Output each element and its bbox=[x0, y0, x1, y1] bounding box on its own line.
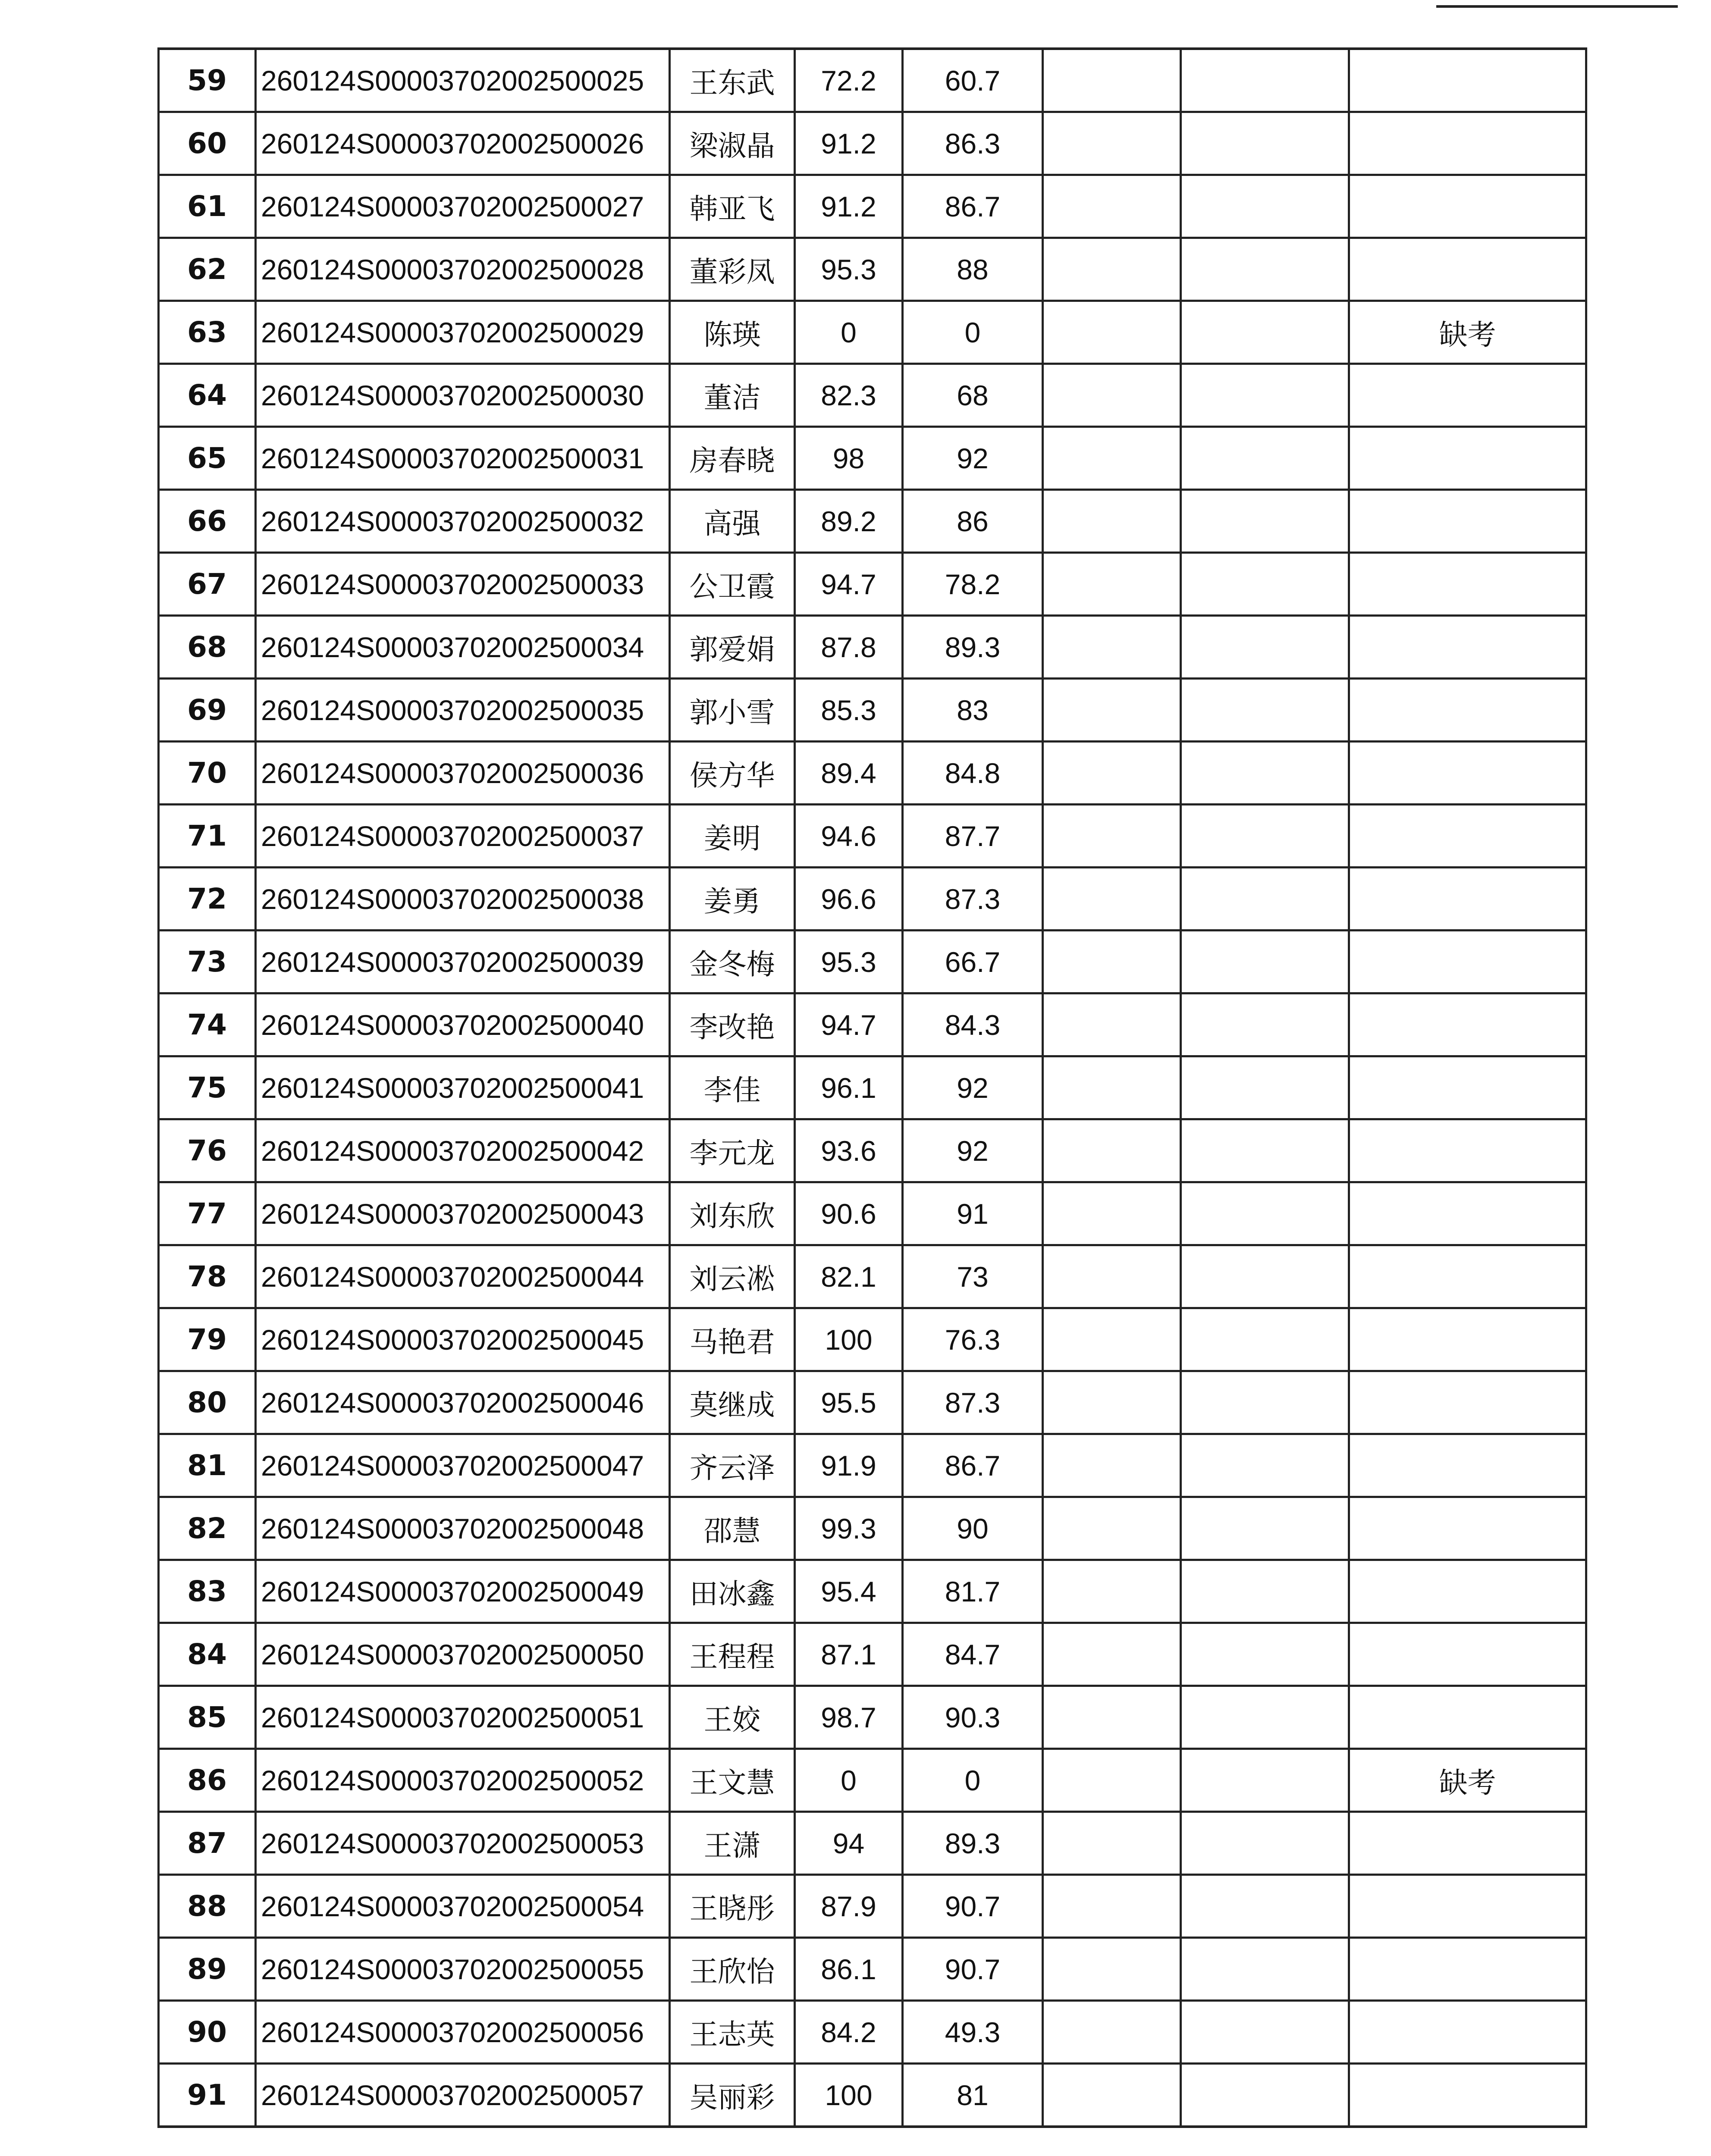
score-2: 92 bbox=[903, 1119, 1043, 1182]
candidate-name: 李改艳 bbox=[670, 993, 795, 1056]
score-1: 91.9 bbox=[795, 1434, 903, 1497]
table-row bbox=[159, 490, 1586, 553]
score-2: 68 bbox=[903, 364, 1043, 427]
candidate-id: 260124S00003702002500056 bbox=[256, 2001, 670, 2064]
remark bbox=[1349, 553, 1586, 616]
candidate-id: 260124S00003702002500025 bbox=[256, 49, 670, 112]
score-1: 95.3 bbox=[795, 931, 903, 993]
empty-cell bbox=[1181, 616, 1349, 679]
score-2: 92 bbox=[903, 1056, 1043, 1119]
empty-cell bbox=[1043, 1056, 1181, 1119]
row-number: 90 bbox=[159, 2001, 256, 2064]
score-2: 81 bbox=[903, 2064, 1043, 2127]
remark bbox=[1349, 175, 1586, 238]
score-2: 66.7 bbox=[903, 931, 1043, 993]
empty-cell bbox=[1181, 1371, 1349, 1434]
score-1: 96.6 bbox=[795, 868, 903, 931]
candidate-id: 260124S00003702002500026 bbox=[256, 112, 670, 175]
score-2: 90.7 bbox=[903, 1938, 1043, 2001]
empty-cell bbox=[1181, 1056, 1349, 1119]
remark bbox=[1349, 993, 1586, 1056]
empty-cell bbox=[1043, 427, 1181, 490]
candidate-name: 王文慧 bbox=[670, 1749, 795, 1812]
empty-cell bbox=[1043, 112, 1181, 175]
score-1: 99.3 bbox=[795, 1497, 903, 1560]
remark bbox=[1349, 490, 1586, 553]
row-number: 74 bbox=[159, 993, 256, 1056]
candidate-name: 王潇 bbox=[670, 1812, 795, 1875]
candidate-id: 260124S00003702002500030 bbox=[256, 364, 670, 427]
empty-cell bbox=[1181, 1119, 1349, 1182]
candidate-id: 260124S00003702002500037 bbox=[256, 805, 670, 868]
empty-cell bbox=[1181, 1686, 1349, 1749]
remark bbox=[1349, 1686, 1586, 1749]
empty-cell bbox=[1043, 1560, 1181, 1623]
empty-cell bbox=[1181, 1182, 1349, 1245]
empty-cell bbox=[1181, 364, 1349, 427]
row-number: 75 bbox=[159, 1056, 256, 1119]
candidate-id: 260124S00003702002500044 bbox=[256, 1245, 670, 1308]
score-1: 89.2 bbox=[795, 490, 903, 553]
table-row bbox=[159, 2064, 1586, 2127]
score-1: 98 bbox=[795, 427, 903, 490]
candidate-name: 陈瑛 bbox=[670, 301, 795, 364]
candidate-id: 260124S00003702002500057 bbox=[256, 2064, 670, 2127]
table-row bbox=[159, 1056, 1586, 1119]
score-2: 88 bbox=[903, 238, 1043, 301]
empty-cell bbox=[1043, 679, 1181, 742]
table-row bbox=[159, 1182, 1586, 1245]
score-1: 94 bbox=[795, 1812, 903, 1875]
table-row bbox=[159, 301, 1586, 364]
score-1: 0 bbox=[795, 301, 903, 364]
empty-cell bbox=[1181, 2064, 1349, 2127]
empty-cell bbox=[1181, 1497, 1349, 1560]
remark bbox=[1349, 1560, 1586, 1623]
table-row bbox=[159, 616, 1586, 679]
score-2: 91 bbox=[903, 1182, 1043, 1245]
table-row bbox=[159, 238, 1586, 301]
empty-cell bbox=[1043, 1812, 1181, 1875]
table-row bbox=[159, 1875, 1586, 1938]
table-row bbox=[159, 679, 1586, 742]
candidate-name: 莫继成 bbox=[670, 1371, 795, 1434]
candidate-name: 姜勇 bbox=[670, 868, 795, 931]
score-2: 83 bbox=[903, 679, 1043, 742]
candidate-name: 邵慧 bbox=[670, 1497, 795, 1560]
row-number: 70 bbox=[159, 742, 256, 805]
empty-cell bbox=[1043, 805, 1181, 868]
row-number: 85 bbox=[159, 1686, 256, 1749]
score-1: 82.1 bbox=[795, 1245, 903, 1308]
score-2: 90.3 bbox=[903, 1686, 1043, 1749]
score-1: 87.1 bbox=[795, 1623, 903, 1686]
table-row bbox=[159, 1938, 1586, 2001]
row-number: 87 bbox=[159, 1812, 256, 1875]
score-2: 78.2 bbox=[903, 553, 1043, 616]
candidate-name: 高强 bbox=[670, 490, 795, 553]
remark bbox=[1349, 1308, 1586, 1371]
score-1: 94.7 bbox=[795, 553, 903, 616]
score-2: 49.3 bbox=[903, 2001, 1043, 2064]
score-2: 89.3 bbox=[903, 1812, 1043, 1875]
score-2: 84.8 bbox=[903, 742, 1043, 805]
candidate-id: 260124S00003702002500039 bbox=[256, 931, 670, 993]
score-2: 87.3 bbox=[903, 868, 1043, 931]
remark bbox=[1349, 805, 1586, 868]
remark bbox=[1349, 1119, 1586, 1182]
candidate-id: 260124S00003702002500046 bbox=[256, 1371, 670, 1434]
score-2: 73 bbox=[903, 1245, 1043, 1308]
candidate-name: 董彩凤 bbox=[670, 238, 795, 301]
row-number: 72 bbox=[159, 868, 256, 931]
empty-cell bbox=[1043, 49, 1181, 112]
candidate-name: 王姣 bbox=[670, 1686, 795, 1749]
candidate-id: 260124S00003702002500050 bbox=[256, 1623, 670, 1686]
empty-cell bbox=[1181, 1812, 1349, 1875]
candidate-name: 王程程 bbox=[670, 1623, 795, 1686]
empty-cell bbox=[1043, 1749, 1181, 1812]
table-row bbox=[159, 931, 1586, 993]
empty-cell bbox=[1181, 742, 1349, 805]
empty-cell bbox=[1043, 1686, 1181, 1749]
row-number: 89 bbox=[159, 1938, 256, 2001]
remark bbox=[1349, 1434, 1586, 1497]
score-1: 95.5 bbox=[795, 1371, 903, 1434]
candidate-name: 王东武 bbox=[670, 49, 795, 112]
table-row bbox=[159, 1623, 1586, 1686]
score-2: 84.3 bbox=[903, 993, 1043, 1056]
candidate-id: 260124S00003702002500042 bbox=[256, 1119, 670, 1182]
candidate-name: 王志英 bbox=[670, 2001, 795, 2064]
empty-cell bbox=[1043, 2001, 1181, 2064]
table-row bbox=[159, 1749, 1586, 1812]
empty-cell bbox=[1043, 1245, 1181, 1308]
row-number: 63 bbox=[159, 301, 256, 364]
empty-cell bbox=[1043, 1308, 1181, 1371]
score-2: 86 bbox=[903, 490, 1043, 553]
candidate-name: 郭小雪 bbox=[670, 679, 795, 742]
row-number: 88 bbox=[159, 1875, 256, 1938]
candidate-id: 260124S00003702002500029 bbox=[256, 301, 670, 364]
remark bbox=[1349, 238, 1586, 301]
empty-cell bbox=[1181, 1560, 1349, 1623]
empty-cell bbox=[1043, 1623, 1181, 1686]
candidate-name: 郭爱娟 bbox=[670, 616, 795, 679]
empty-cell bbox=[1181, 49, 1349, 112]
remark bbox=[1349, 1371, 1586, 1434]
score-2: 81.7 bbox=[903, 1560, 1043, 1623]
row-number: 59 bbox=[159, 49, 256, 112]
score-2: 90.7 bbox=[903, 1875, 1043, 1938]
candidate-id: 260124S00003702002500043 bbox=[256, 1182, 670, 1245]
table-row bbox=[159, 1245, 1586, 1308]
empty-cell bbox=[1181, 1875, 1349, 1938]
table-row bbox=[159, 1812, 1586, 1875]
score-1: 84.2 bbox=[795, 2001, 903, 2064]
remark bbox=[1349, 1812, 1586, 1875]
score-1: 91.2 bbox=[795, 175, 903, 238]
remark bbox=[1349, 931, 1586, 993]
remark bbox=[1349, 2064, 1586, 2127]
row-number: 68 bbox=[159, 616, 256, 679]
score-1: 90.6 bbox=[795, 1182, 903, 1245]
empty-cell bbox=[1043, 553, 1181, 616]
score-1: 89.4 bbox=[795, 742, 903, 805]
candidate-id: 260124S00003702002500047 bbox=[256, 1434, 670, 1497]
row-number: 79 bbox=[159, 1308, 256, 1371]
scan-edge-line bbox=[1436, 5, 1678, 8]
score-2: 0 bbox=[903, 1749, 1043, 1812]
empty-cell bbox=[1181, 679, 1349, 742]
score-1: 95.3 bbox=[795, 238, 903, 301]
row-number: 84 bbox=[159, 1623, 256, 1686]
candidate-name: 齐云泽 bbox=[670, 1434, 795, 1497]
table-row bbox=[159, 1308, 1586, 1371]
empty-cell bbox=[1181, 427, 1349, 490]
table-row bbox=[159, 742, 1586, 805]
table-row bbox=[159, 1686, 1586, 1749]
candidate-name: 公卫霞 bbox=[670, 553, 795, 616]
score-1: 86.1 bbox=[795, 1938, 903, 2001]
remark: 缺考 bbox=[1349, 301, 1586, 364]
empty-cell bbox=[1181, 1623, 1349, 1686]
empty-cell bbox=[1043, 1875, 1181, 1938]
candidate-id: 260124S00003702002500054 bbox=[256, 1875, 670, 1938]
empty-cell bbox=[1181, 1434, 1349, 1497]
table-row bbox=[159, 1371, 1586, 1434]
empty-cell bbox=[1043, 616, 1181, 679]
candidate-id: 260124S00003702002500027 bbox=[256, 175, 670, 238]
empty-cell bbox=[1043, 1497, 1181, 1560]
empty-cell bbox=[1181, 868, 1349, 931]
score-2: 92 bbox=[903, 427, 1043, 490]
empty-cell bbox=[1043, 931, 1181, 993]
table-row bbox=[159, 175, 1586, 238]
remark bbox=[1349, 112, 1586, 175]
candidate-id: 260124S00003702002500051 bbox=[256, 1686, 670, 1749]
score-1: 91.2 bbox=[795, 112, 903, 175]
score-2: 86.7 bbox=[903, 1434, 1043, 1497]
remark bbox=[1349, 616, 1586, 679]
remark: 缺考 bbox=[1349, 1749, 1586, 1812]
score-1: 72.2 bbox=[795, 49, 903, 112]
row-number: 66 bbox=[159, 490, 256, 553]
row-number: 60 bbox=[159, 112, 256, 175]
candidate-id: 260124S00003702002500035 bbox=[256, 679, 670, 742]
score-2: 60.7 bbox=[903, 49, 1043, 112]
candidate-name: 姜明 bbox=[670, 805, 795, 868]
candidate-name: 吴丽彩 bbox=[670, 2064, 795, 2127]
row-number: 64 bbox=[159, 364, 256, 427]
empty-cell bbox=[1043, 364, 1181, 427]
remark bbox=[1349, 2001, 1586, 2064]
remark bbox=[1349, 1182, 1586, 1245]
row-number: 76 bbox=[159, 1119, 256, 1182]
table-row bbox=[159, 427, 1586, 490]
candidate-id: 260124S00003702002500053 bbox=[256, 1812, 670, 1875]
row-number: 78 bbox=[159, 1245, 256, 1308]
row-number: 80 bbox=[159, 1371, 256, 1434]
candidate-name: 王晓彤 bbox=[670, 1875, 795, 1938]
score-1: 85.3 bbox=[795, 679, 903, 742]
remark bbox=[1349, 1938, 1586, 2001]
score-1: 94.7 bbox=[795, 993, 903, 1056]
candidate-id: 260124S00003702002500048 bbox=[256, 1497, 670, 1560]
remark bbox=[1349, 1875, 1586, 1938]
empty-cell bbox=[1043, 175, 1181, 238]
empty-cell bbox=[1043, 301, 1181, 364]
table-row bbox=[159, 1560, 1586, 1623]
empty-cell bbox=[1181, 805, 1349, 868]
candidate-id: 260124S00003702002500034 bbox=[256, 616, 670, 679]
table-row bbox=[159, 1119, 1586, 1182]
table-row bbox=[159, 805, 1586, 868]
empty-cell bbox=[1181, 112, 1349, 175]
score-1: 0 bbox=[795, 1749, 903, 1812]
candidate-name: 王欣怡 bbox=[670, 1938, 795, 2001]
row-number: 83 bbox=[159, 1560, 256, 1623]
candidate-name: 梁淑晶 bbox=[670, 112, 795, 175]
row-number: 71 bbox=[159, 805, 256, 868]
row-number: 73 bbox=[159, 931, 256, 993]
row-number: 86 bbox=[159, 1749, 256, 1812]
empty-cell bbox=[1043, 1938, 1181, 2001]
empty-cell bbox=[1043, 868, 1181, 931]
empty-cell bbox=[1043, 1182, 1181, 1245]
empty-cell bbox=[1181, 931, 1349, 993]
empty-cell bbox=[1043, 238, 1181, 301]
remark bbox=[1349, 1056, 1586, 1119]
candidate-id: 260124S00003702002500045 bbox=[256, 1308, 670, 1371]
table-row bbox=[159, 993, 1586, 1056]
empty-cell bbox=[1043, 742, 1181, 805]
row-number: 62 bbox=[159, 238, 256, 301]
table-row bbox=[159, 112, 1586, 175]
candidate-name: 金冬梅 bbox=[670, 931, 795, 993]
remark bbox=[1349, 427, 1586, 490]
candidate-id: 260124S00003702002500055 bbox=[256, 1938, 670, 2001]
empty-cell bbox=[1043, 993, 1181, 1056]
score-1: 82.3 bbox=[795, 364, 903, 427]
empty-cell bbox=[1181, 1308, 1349, 1371]
score-2: 87.7 bbox=[903, 805, 1043, 868]
candidate-name: 李佳 bbox=[670, 1056, 795, 1119]
table-row bbox=[159, 1497, 1586, 1560]
table-row bbox=[159, 364, 1586, 427]
remark bbox=[1349, 742, 1586, 805]
score-1: 96.1 bbox=[795, 1056, 903, 1119]
row-number: 91 bbox=[159, 2064, 256, 2127]
score-2: 86.7 bbox=[903, 175, 1043, 238]
candidate-id: 260124S00003702002500038 bbox=[256, 868, 670, 931]
candidate-name: 房春晓 bbox=[670, 427, 795, 490]
candidate-name: 田冰鑫 bbox=[670, 1560, 795, 1623]
empty-cell bbox=[1181, 490, 1349, 553]
remark bbox=[1349, 679, 1586, 742]
empty-cell bbox=[1043, 1119, 1181, 1182]
row-number: 67 bbox=[159, 553, 256, 616]
score-2: 0 bbox=[903, 301, 1043, 364]
score-1: 87.9 bbox=[795, 1875, 903, 1938]
candidate-id: 260124S00003702002500028 bbox=[256, 238, 670, 301]
empty-cell bbox=[1043, 1371, 1181, 1434]
score-1: 100 bbox=[795, 1308, 903, 1371]
remark bbox=[1349, 868, 1586, 931]
remark bbox=[1349, 49, 1586, 112]
score-2: 90 bbox=[903, 1497, 1043, 1560]
candidate-id: 260124S00003702002500033 bbox=[256, 553, 670, 616]
empty-cell bbox=[1181, 993, 1349, 1056]
empty-cell bbox=[1181, 2001, 1349, 2064]
empty-cell bbox=[1043, 2064, 1181, 2127]
remark bbox=[1349, 1497, 1586, 1560]
score-1: 95.4 bbox=[795, 1560, 903, 1623]
empty-cell bbox=[1181, 238, 1349, 301]
empty-cell bbox=[1043, 1434, 1181, 1497]
empty-cell bbox=[1181, 1245, 1349, 1308]
candidate-id: 260124S00003702002500036 bbox=[256, 742, 670, 805]
score-2: 87.3 bbox=[903, 1371, 1043, 1434]
empty-cell bbox=[1181, 1938, 1349, 2001]
candidate-name: 侯方华 bbox=[670, 742, 795, 805]
table-row bbox=[159, 2001, 1586, 2064]
empty-cell bbox=[1181, 301, 1349, 364]
empty-cell bbox=[1181, 175, 1349, 238]
row-number: 65 bbox=[159, 427, 256, 490]
candidate-id: 260124S00003702002500032 bbox=[256, 490, 670, 553]
score-1: 87.8 bbox=[795, 616, 903, 679]
empty-cell bbox=[1181, 1749, 1349, 1812]
row-number: 69 bbox=[159, 679, 256, 742]
candidate-name: 韩亚飞 bbox=[670, 175, 795, 238]
remark bbox=[1349, 1245, 1586, 1308]
score-1: 93.6 bbox=[795, 1119, 903, 1182]
empty-cell bbox=[1043, 490, 1181, 553]
candidate-name: 马艳君 bbox=[670, 1308, 795, 1371]
candidate-id: 260124S00003702002500041 bbox=[256, 1056, 670, 1119]
row-number: 61 bbox=[159, 175, 256, 238]
candidate-id: 260124S00003702002500049 bbox=[256, 1560, 670, 1623]
candidate-name: 李元龙 bbox=[670, 1119, 795, 1182]
score-1: 100 bbox=[795, 2064, 903, 2127]
candidate-id: 260124S00003702002500052 bbox=[256, 1749, 670, 1812]
row-number: 77 bbox=[159, 1182, 256, 1245]
table-row bbox=[159, 49, 1586, 112]
score-1: 98.7 bbox=[795, 1686, 903, 1749]
score-2: 84.7 bbox=[903, 1623, 1043, 1686]
remark bbox=[1349, 1623, 1586, 1686]
table-row bbox=[159, 1434, 1586, 1497]
score-1: 94.6 bbox=[795, 805, 903, 868]
candidate-id: 260124S00003702002500040 bbox=[256, 993, 670, 1056]
row-number: 82 bbox=[159, 1497, 256, 1560]
empty-cell bbox=[1181, 553, 1349, 616]
score-2: 89.3 bbox=[903, 616, 1043, 679]
candidate-name: 董洁 bbox=[670, 364, 795, 427]
score-2: 76.3 bbox=[903, 1308, 1043, 1371]
table-row bbox=[159, 868, 1586, 931]
candidate-name: 刘东欣 bbox=[670, 1182, 795, 1245]
score-2: 86.3 bbox=[903, 112, 1043, 175]
row-number: 81 bbox=[159, 1434, 256, 1497]
candidate-name: 刘云凇 bbox=[670, 1245, 795, 1308]
table-row bbox=[159, 553, 1586, 616]
candidate-id: 260124S00003702002500031 bbox=[256, 427, 670, 490]
score-table bbox=[157, 47, 1587, 2128]
remark bbox=[1349, 364, 1586, 427]
